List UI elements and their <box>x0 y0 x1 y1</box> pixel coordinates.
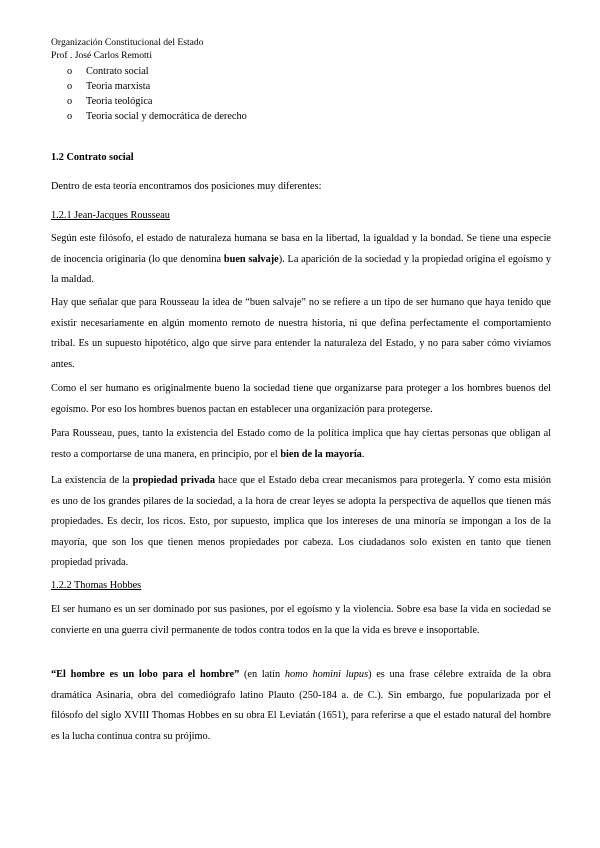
professor-name: Prof . José Carlos Remotti <box>51 49 152 61</box>
list-item: o Teoria teológica <box>67 96 153 107</box>
topic-list <box>67 64 247 124</box>
bullet-icon: o <box>67 96 73 107</box>
rousseau-paragraph-1: Según este filósofo, el estado de naturaleza humana se basa en la libertad, la igualdad y la bondad. Se tiene una especie de inocencia originaria (lo que denomina buen salvaje). La aparición de la sociedad y la propiedad origina el egoísmo y la maldad. <box>51 233 551 285</box>
document-header <box>51 37 204 62</box>
rousseau-paragraph-2: Hay que señalar que para Rousseau la idea de “buen salvaje” no se refiere a un tipo de ser humano que haya tenido que existir necesariamente en algún momento remoto de nuestra historia, ni que defina perfectamente el comportamiento tribal. Es un supuesto hipotético, algo que sirve para entender la naturaleza del Estado, y no para saber cómo vivíamos antes. <box>51 297 551 370</box>
bullet-icon: o <box>67 111 73 122</box>
hobbes-paragraph-1: El ser humano es un ser dominado por sus pasiones, por el egoísmo y la violencia. Sobre esa base la vida en sociedad se convierte en una guerra civil permanente de todos contra todos en la que la vida es breve e insoportable. <box>51 604 551 636</box>
rousseau-paragraph-3: Como el ser humano es originalmente bueno la sociedad tiene que organizarse para proteger a los hombres buenos del egoísmo. Por eso los hombres buenos pactan en establecer una organización para protegerse. <box>51 383 551 415</box>
list-item: o Contrato social <box>67 66 149 77</box>
course-title: Organización Constitucional del Estado <box>51 37 204 48</box>
section-heading: 1.2 Contrato social <box>51 152 134 163</box>
section-intro: Dentro de esta teoría encontramos dos posiciones muy diferentes: <box>51 181 322 192</box>
hobbes-paragraph-2: “El hombre es un lobo para el hombre” (en latín homo homini lupus) es una frase célebre extraída de la obra dramática Asinaria, obra del comediógrafo latino Plauto (250-184 a. de C.). Sin embargo, fue popularizada por el filósofo del siglo XVIII Thomas Hobbes en su obra El Leviatán (1651), para referirse a que el estado natural del hombre es la lucha continua contra su prójimo. <box>51 669 551 742</box>
hobbes-heading: 1.2.2 Thomas Hobbes <box>51 580 142 591</box>
bullet-icon: o <box>67 66 73 77</box>
rousseau-paragraph-4: Para Rousseau, pues, tanto la existencia del Estado como de la política implica que hay ciertas personas que obligan al resto a comportarse de una manera, en principio, por el bien de la mayoría. <box>51 428 551 460</box>
rousseau-heading: 1.2.1 Jean-Jacques Rousseau <box>51 210 170 221</box>
list-item: o Teoria marxista <box>67 81 151 92</box>
bullet-icon: o <box>67 81 73 92</box>
list-item: o Teoria social y democrática de derecho <box>67 111 247 122</box>
rousseau-paragraph-5: La existencia de la propiedad privada hace que el Estado deba crear mecanismos para protegerla. Y como esta misión es uno de los grandes pilares de la sociedad, a la hora de crear leyes se adopta la perspectiva de aquellos que tienen más propiedades. Es decir, los ricos. Esto, por supuesto, implica que los intereses de una minoría se impongan a los de la mayoría, que son los que tienen menos propiedades por cabeza. Los ciudadanos solo existen en tanto que tienen propiedad privada. <box>51 475 551 568</box>
